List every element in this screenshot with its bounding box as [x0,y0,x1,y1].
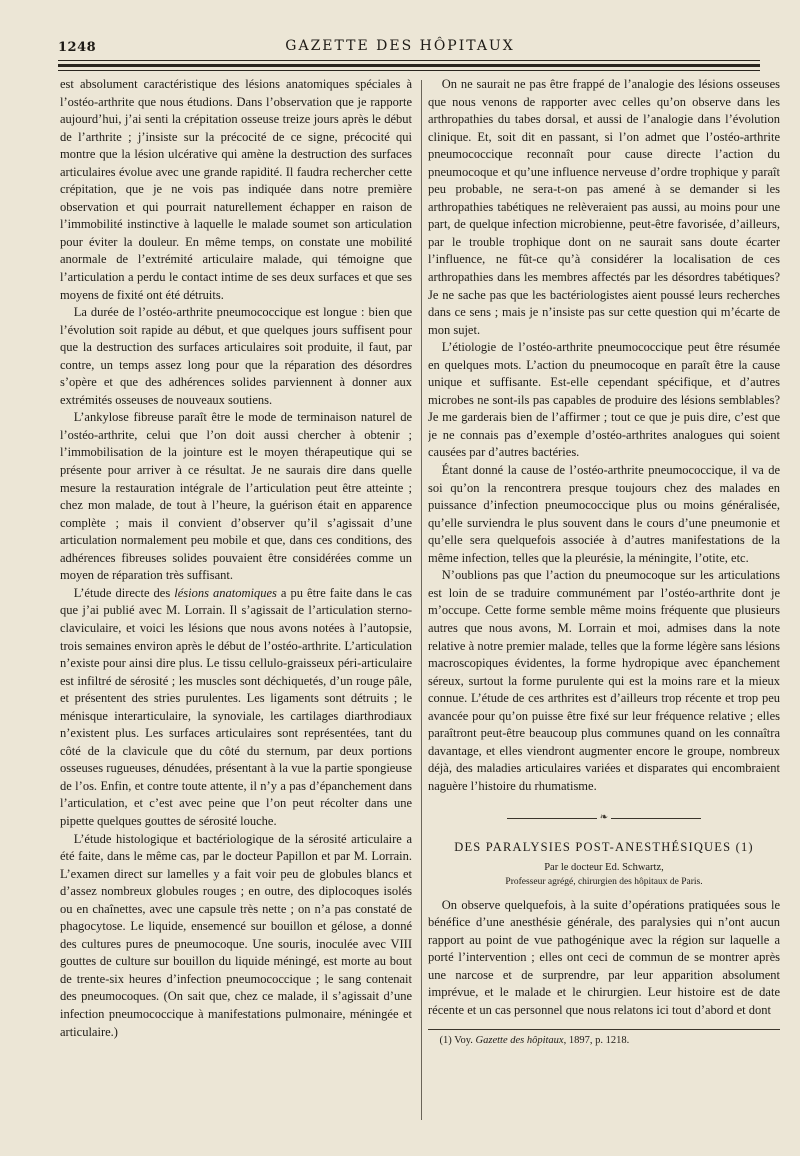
column-divider [421,80,422,1120]
italic-text: lésions anatomiques [174,585,277,600]
footnote-text: , 1897, p. 1218. [563,1035,630,1047]
paragraph-text: L’étude directe des [73,585,175,600]
section-heading: DES PARALYSIES POST-ANESTHÉSIQUES (1) [454,839,754,854]
header-rule-thick [58,64,760,67]
paragraph: On ne saurait ne pas être frappé de l’analogie des lésions osseuses que nous venons de rapporter avec celles qu’on observe dans les arthropathies du tabes dorsal, et aussi de l’analogie dans l’évolution clinique. Et, soit dit en passant, si l’on admet que l’ostéo-arthrite pneumococcique reconnaît pour cause directe l’action du pneumocoque et qu’une influence nerveuse d’ordre trophique y paraît peu probable, ne sera-t-on pas amené à se demander si les arthropathies tabétiques ne relèveraient pas aussi, au moins pour une part, de quelque infection microbienne, peut-être favorisée, d’ailleurs, par le trouble trophique dont on ne saurait sans doute écarter l’influence, ne fût-ce qu’à considérer la localisation de ces arthropathies dans les membres affectés par les désordres tabétiques? Je ne sache pas que les bactériologistes aient poussé leurs recherches dans ce sens ; mais je n’insiste pas sur cette question qui m’écarte de mon sujet. [428,77,780,337]
paragraph-text: a pu être faite dans le cas que j’ai publié avec M. Lorrain. Il s’agissait de l’articulation sterno-claviculaire, et voici les lésions que nous avons notées à l’autopsie, trois semaines environ après le début de l’ostéo-arthrite. L’articulation n’existe pour ainsi dire plus. Le tissu cellulo-graisseux péri-articulaire est infiltré de sérosité ; les muscles sont déchiquetés, d’un rouge pâle, et présentent des stries purulentes. Les ligaments sont détruits ; le ménisque interarticulaire, la synoviale, les cartilages diarthrodiaux n’existent plus. Les surfaces articulaires sont représentées, tant du côté de la clavicule que du côté du sternum, par deux portions osseuses rugueuses, dénudées, présentant à la vue la partie spongieuse de l’os. Enfin, et contre toute attente, il n’y a pas d’épanchement dans l’articulation, et c’est avec peine que l’on peut récolter dans une pipette quelques gouttes de sérosité louche. [60,585,412,828]
paragraph: La durée de l’ostéo-arthrite pneumococcique est longue : bien que l’évolution soit rapide au début, et que quelques jours suffisent pour que la destruction des surfaces articulaires soit produite, il faut, par contre, un temps assez long pour que la réparation des désordres s’opère et que des adhérences solides parviennent à donner aux extrémités osseuses de nouveaux soutiens. [60,305,412,407]
section-separator [428,809,780,827]
page-number: 1248 [58,40,97,55]
author-byline: Par le docteur Ed. Schwartz, [544,861,664,873]
header-rule-thin [58,60,760,61]
separator-line [507,818,597,819]
header-rule-bottom [58,70,760,71]
paragraph: est absolument caractéristique des lésions anatomiques spéciales à l’ostéo-arthrite que nous étudions. Dans l’observation que je rapporte aujourd’hui, j’ai senti la crépitation osseuse treize jours après le début de l’arthrite ; j’insiste sur la précocité de ce signe, précocité qui montre que la lésion ulcérative qui amène la destruction des surfaces articulaires évolue avec une grande rapidité. Il faudra rechercher cette crépitation, que je ne vois pas indiquée dans notre première observation et qui pourrait naturellement échapper en raison de l’immobilité instinctive à laquelle le malade soumet son articulation pour éviter la douleur. En même temps, on constate une mobilité anormale de l’extrémité articulaire malade, qui témoigne que l’articulation a perdu le contact intime de ses deux surfaces et que ses moyens de fixité ont été détruits. [60,77,412,302]
footnote-text: (1) Voy. [439,1035,476,1047]
paragraph: L’étiologie de l’ostéo-arthrite pneumococcique peut être résumée en quelques mots. L’action du pneumocoque en paraît être la cause unique et suffisante. Est-elle cependant spécifique, et d’autres microbes ne sont-ils pas capables de produire des lésions semblables? Je me garderais bien de l’affirmer ; tout ce que je puis dire, c’est que je ne connais pas d’exemple d’ostéo-arthrites analogues qui soient causées par d’autres bactéries. [428,340,780,460]
paragraph: On observe quelquefois, à la suite d’opérations pratiquées sous le bénéfice d’une anesthésie générale, des paralysies qui n’ont aucun rapport au point de vue pathogénique avec la région sur laquelle a porté l’intervention ; elles ont ceci de commun de se montrer après une narcose et de surprendre, par leur apparition absolument imprévue, et le malade et le chirurgien. Leur histoire est de date récente et un cas personnel que nous relatons ici tout d’abord et dont [428,897,780,1017]
right-column [428,76,780,1126]
paragraph: N’oublions pas que l’action du pneumocoque sur les articulations est loin de se traduire communément par l’ostéo-arthrite dont je m’occupe. Cette forme semble même moins fréquente que plusieurs autres que nous avons, M. Lorrain et moi, admises dans la note relative à notre premier malade, telles que la forme légère sans lésions macroscopiques évidentes, la forme hydropique avec épanchement séreux, surtout la forme purulente qui est la moins rare et la mieux connue. L’étude de ces arthrites est d’ailleurs trop récente et trop peu avancée pour qu’on puisse être fixé sur leur fréquence relative ; elles paraîtront peut-être beaucoup plus communes quand on les connaîtra davantage, et elles viendront augmenter encore le groupe, nombreux déjà, des maladies articulaires variées et disparates qui encombraient naguère l’histoire du rhumatisme. [428,568,780,793]
footnote-italic: Gazette des hôpitaux [475,1035,564,1047]
footnote [428,1034,780,1048]
separator-line [611,818,701,819]
author-affiliation: Professeur agrégé, chirurgien des hôpitaux de Paris. [505,876,703,887]
paragraph: L’étude histologique et bactériologique de la sérosité articulaire a été faite, dans le même cas, par le docteur Papillon et par M. Lorrain. L’examen direct sur lamelles y a fait voir peu de globules blancs et d’assez nombreux globules rouges ; en outre, des diplocoques isolés ou en chaînettes, avec une capsule très nette ; on n’a pas constaté de phagocytose. Le liquide, ensemencé sur bouillon et gélose, a donné des cultures pures de pneumocoque. Une souris, inoculée avec VIII gouttes de culture sur bouillon du liquide méningé, est morte au bout de trente-six heures d’infection pneumococcique ; le sang contenait des pneumocoques. (On sait que, chez ce malade, il s’agissait d’une infection pneumococcique à manifestations pulmonaire, méningée et articulaire.) [60,831,412,1039]
fleuron-icon: ❧ [599,812,609,824]
paragraph: L’ankylose fibreuse paraît être le mode de terminaison naturel de l’ostéo-arthrite, celui que l’on doit aussi chercher à obtenir ; l’immobilisation de la jointure est le moyen thérapeutique qui se présente pour arriver à ce résultat. Je ne saurais dire dans quelle mesure la restauration intégrale de l’articulation peut être atteinte ; chez mon malade, de tout à l’heure, la guérison était en apparence complète ; mais il convient d’observer qu’il s’agissait d’une articulation normalement peu mobile et que, dans ces conditions, des adhérences fibreuses solides pouvaient être considérées comme un moyen de réparation très suffisant. [60,410,412,583]
paragraph [60,585,412,831]
footnote-rule [428,1029,780,1030]
left-column [60,76,412,1126]
running-title: GAZETTE DES HÔPITAUX [285,38,515,54]
paragraph: Étant donné la cause de l’ostéo-arthrite pneumococcique, il va de soi qu’on la rencontrera presque toujours chez des malades en puissance d’infection pneumococcique plus ou moins généralisée, qu’elle surviendra le plus souvent dans le cours d’une pneumonie et qu’elle sera quelquefois associée à d’autres manifestations de la même infection, telles que la pleurésie, la méningite, l’otite, etc. [428,463,780,565]
